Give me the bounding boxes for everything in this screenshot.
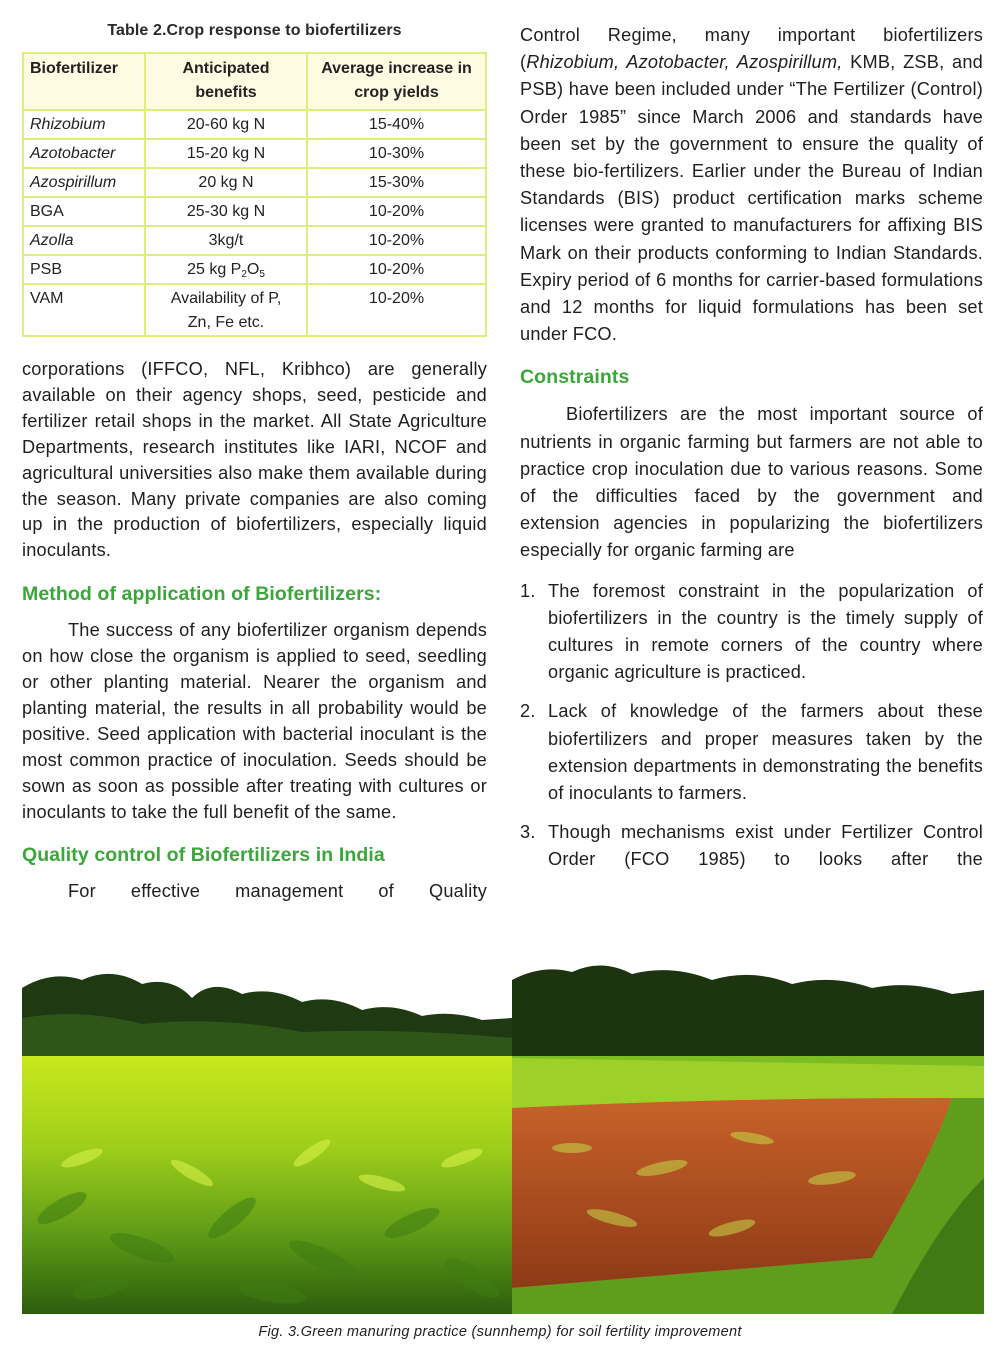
anticipated-benefit: [145, 255, 307, 284]
yield-increase: 10-30%: [307, 139, 486, 168]
list-item: [520, 698, 983, 807]
table-row: [23, 197, 486, 226]
heading-constraints: Constraints: [520, 366, 630, 389]
anticipated-benefit: 20 kg N: [145, 168, 307, 197]
yield-increase: 15-40%: [307, 110, 486, 139]
table-row: [23, 139, 486, 168]
benefit-oxygen: O: [246, 261, 260, 278]
crop-response-table: [22, 52, 487, 337]
anticipated-benefit: [145, 284, 307, 336]
header-anticipated-benefits: Anticipated benefits: [145, 53, 307, 110]
benefit-prefix: 25 kg P: [187, 261, 242, 278]
biofertilizer-name: BGA: [23, 197, 145, 226]
table-header-row: [23, 53, 486, 110]
list-number: 3.: [520, 822, 536, 843]
yield-increase: 10-20%: [307, 226, 486, 255]
table-row: [23, 226, 486, 255]
sunnhemp-field-image: [22, 958, 512, 1314]
table-row: [23, 284, 486, 336]
header-average-increase: Average increase in crop yields: [307, 53, 486, 110]
paragraph-constraints: Biofertilizers are the most important source of nutrients in organic farming but farmers are not able to practice crop inoculation due to various reasons. Some of the difficulties faced by the government and extension agencies in popularizing the biofertilizers especially for organic farming are: [520, 404, 983, 561]
biofertilizer-name: Azospirillum: [23, 168, 145, 197]
incorporated-green-manure-image: [512, 958, 984, 1314]
table-title: Table 2.Crop response to biofertilizers: [107, 22, 402, 39]
benefit-line-1: Availability of P,: [170, 290, 282, 307]
header-biofertilizer: Biofertilizer: [23, 53, 145, 110]
biofertilizer-name: Azotobacter: [23, 139, 145, 168]
table-row: [23, 255, 486, 284]
yield-increase: 15-30%: [307, 168, 486, 197]
list-text: The foremost constraint in the popularization of biofertilizers in the country is the timely supply of cultures in remote corners of the country where organic agriculture is practiced.: [548, 580, 983, 683]
control-regime-text-a: Control Regime, many important biofertilizers (: [520, 25, 983, 73]
left-column: [22, 18, 487, 904]
control-regime-species: Rhizobium, Azotobacter, Azospirillum,: [526, 52, 843, 73]
heading-quality-control: Quality control of Biofertilizers in India: [22, 843, 385, 866]
anticipated-benefit: 3kg/t: [145, 226, 307, 255]
list-item: [520, 578, 983, 687]
photo-incorporated-green-manure: [512, 958, 984, 1314]
heading-method-of-application: Method of application of Biofertilizers:: [22, 583, 382, 606]
list-number: 1.: [520, 580, 536, 601]
yield-increase: 10-20%: [307, 255, 486, 284]
anticipated-benefit: 20-60 kg N: [145, 110, 307, 139]
biofertilizer-name: PSB: [23, 255, 145, 284]
control-regime-text-b: KMB, ZSB, and PSB) have been included under “The Fertilizer (Control) Order 1985” since March 2006 and standards have been set by the government to ensure the quality of these bio-fertilizers. Earlier under the Bureau of Indian Standards (BIS) product certification marks scheme licenses were granted to manufacturers for affixing BIS Mark on their products conforming to Indian Standards. Expiry period of 6 months for carrier-based formulations and 12 months for liquid formulations has been set under FCO.: [520, 52, 983, 345]
anticipated-benefit: 15-20 kg N: [145, 139, 307, 168]
subscript-5: 5: [259, 269, 265, 280]
list-text: Lack of knowledge of the farmers about these biofertilizers and proper measures taken by the extension departments in demonstrating the benefits of inoculants to farmers.: [548, 701, 983, 804]
list-text: Though mechanisms exist under Fertilizer Control Order (FCO 1985) to looks after the: [548, 822, 983, 870]
anticipated-benefit: 25-30 kg N: [145, 197, 307, 226]
subscript-2: 2: [241, 269, 247, 280]
paragraph-availability: corporations (IFFCO, NFL, Kribhco) are generally available on their agency shops, seed, pesticide and fertilizer retail shops in the market. All State Agriculture Departments, research institutes like IARI, NCOF and agricultural universities also make them available during the season. Many private companies are also coming up in the production of biofertilizers, especially liquid inoculants.: [22, 359, 487, 561]
biofertilizer-name: Rhizobium: [23, 110, 145, 139]
paragraph-method: The success of any biofertilizer organism depends on how close the organism is applied to seed, seedling or other planting material. Nearer the organism and planting material, the results in all probability would be positive. Seed application with bacterial inoculant is the most common practice of inoculation. Seeds should be sown as soon as possible after treating with cultures or inoculants to take the full benefit of the same.: [22, 620, 487, 822]
list-item: [520, 819, 983, 873]
right-column: [520, 18, 983, 874]
biofertilizer-name: VAM: [23, 284, 145, 336]
yield-increase: 10-20%: [307, 197, 486, 226]
table-row: [23, 110, 486, 139]
list-number: 2.: [520, 701, 536, 722]
biofertilizer-name: Azolla: [23, 226, 145, 255]
constraints-list: [520, 578, 983, 874]
table-row: [23, 168, 486, 197]
paragraph-control-regime: [520, 22, 983, 348]
benefit-line-2: Zn, Fe etc.: [187, 314, 265, 331]
photo-sunnhemp-field: [22, 958, 512, 1314]
figure-caption: Fig. 3.Green manuring practice (sunnhemp) for soil fertility improvement: [258, 1324, 742, 1340]
figure-photos: [22, 958, 984, 1314]
paragraph-quality-control: For effective management of Quality: [68, 880, 487, 901]
yield-increase: 10-20%: [307, 284, 486, 336]
